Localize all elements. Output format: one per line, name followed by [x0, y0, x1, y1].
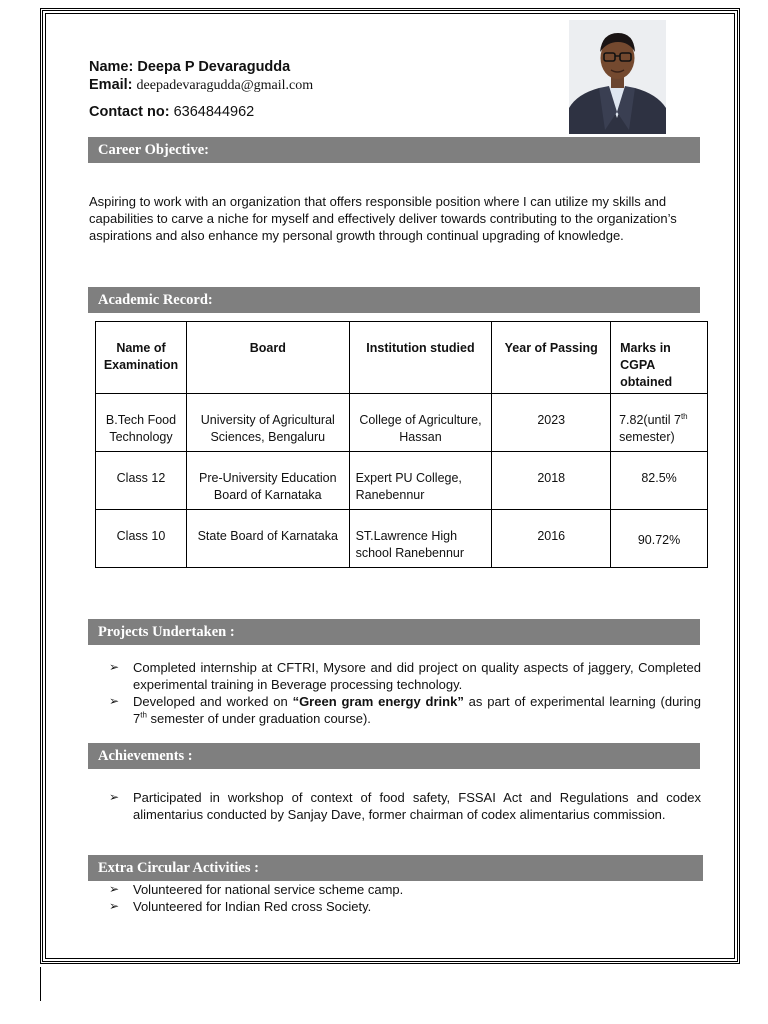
table-cell: 2016 [537, 529, 566, 543]
table-header: Name of Examination [96, 322, 187, 394]
page-edge-line [40, 967, 41, 1001]
projects-list [89, 659, 701, 727]
bullet-arrow-icon: ➢ [109, 694, 120, 708]
table-cell: Expert PU College, Ranebennur [355, 471, 462, 502]
table-cell: ST.Lawrence High school Ranebennur [355, 529, 465, 560]
contact-label: Contact no: [89, 104, 170, 120]
list-item: ➢ Volunteered for national service scheme camp. [109, 882, 404, 897]
section-achievements: Achievements : [88, 743, 700, 769]
achievements-list [89, 789, 701, 823]
academic-table [95, 321, 708, 568]
bullet-arrow-icon: ➢ [109, 882, 120, 896]
table-cell: 2023 [537, 413, 566, 427]
table-header: Year of Passing [492, 322, 611, 394]
profile-photo [569, 20, 666, 134]
table-row [96, 394, 708, 452]
table-cell: Class 10 [116, 529, 166, 543]
section-projects: Projects Undertaken : [88, 619, 700, 645]
extra-activities-list [89, 881, 701, 915]
table-cell: Pre-University Education Board of Karnataka [199, 471, 337, 502]
table-cell: B.Tech Food Technology [105, 413, 177, 444]
table-cell: College of Agriculture, Hassan [359, 413, 482, 444]
section-academic-record: Academic Record: [88, 287, 700, 313]
table-header-row [96, 322, 708, 394]
table-header: Marks in CGPA obtained [611, 322, 708, 394]
name-text: Name: Deepa P Devaragudda [89, 59, 291, 75]
table-cell: 2018 [537, 471, 566, 485]
email-label: Email: [89, 77, 133, 93]
list-item: ➢ Volunteered for Indian Red cross Society. [109, 899, 372, 914]
table-header: Board [186, 322, 349, 394]
table-row [96, 452, 708, 510]
table-cell: 90.72% [637, 533, 681, 547]
table-cell: 82.5% [641, 471, 677, 485]
contact-line [89, 104, 254, 120]
list-item: ➢ Participated in workshop of context of food safety, FSSAI Act and Regulations and codex alimentarius conducted by Sanjay Dave, former chairman of codex alimentarius commission. [109, 790, 701, 822]
bullet-arrow-icon: ➢ [109, 790, 120, 804]
table-row [96, 510, 708, 568]
name-line [89, 59, 290, 75]
email-line [89, 77, 313, 94]
portrait-illustration [569, 20, 666, 134]
section-career-objective: Career Objective: [88, 137, 700, 163]
contact-value: 6364844962 [173, 104, 255, 120]
email-value: deepadevaragudda@gmail.com [136, 78, 314, 93]
career-objective-text: Aspiring to work with an organization that offers responsible position where I can utilize my skills and capabilities to carve a niche for myself and effectively deliver towards contributing to the organization’s aspirations and also enhance my personal growth through continual upgrading of knowledge. [89, 194, 677, 243]
table-cell: State Board of Karnataka [197, 529, 338, 543]
bullet-arrow-icon: ➢ [109, 660, 120, 674]
table-cell: 7.82(until 7th semester) [619, 411, 688, 444]
table-cell: University of Agricultural Sciences, Bengaluru [200, 413, 335, 444]
list-item: ➢ Completed internship at CFTRI, Mysore and did project on quality aspects of jaggery, Completed experimental training in Beverage processing technology. [109, 660, 701, 692]
bullet-arrow-icon: ➢ [109, 899, 120, 913]
table-header: Institution studied [349, 322, 492, 394]
section-extra-activities: Extra Circular Activities : [88, 855, 703, 881]
table-cell: Class 12 [116, 471, 166, 485]
list-item: ➢ Developed and worked on “Green gram energy drink” as part of experimental learning (during 7th semester of under graduation course). [109, 694, 701, 726]
